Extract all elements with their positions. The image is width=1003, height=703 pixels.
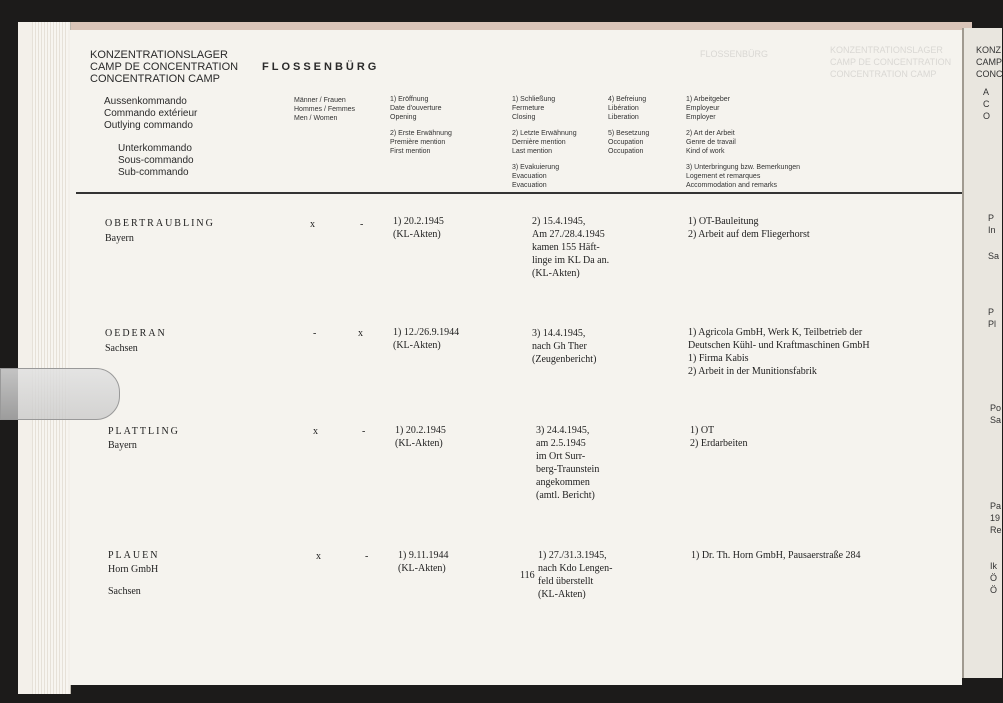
bleed-through-text: FLOSSENBÜRG: [700, 49, 769, 59]
opening-date: 1) 20.2.1945 (KL-Akten): [393, 216, 444, 240]
camp-region: Bayern: [108, 440, 137, 451]
camp-name: PLATTLING: [108, 426, 180, 437]
men-mark: x: [316, 551, 321, 562]
page-number: 116: [520, 570, 535, 581]
camp-region: Sachsen: [105, 343, 138, 354]
men-mark: -: [313, 328, 317, 339]
facing-page-text: P Pl: [988, 307, 997, 329]
camp-company: Horn GmbH: [108, 564, 159, 575]
work-info: 1) Agricola GmbH, Werk K, Teilbetrieb der Deutschen Kühl- und Kraftmaschinen GmbH 1) Firma Kabis 2) Arbeit in der Munitionsfabrik: [688, 327, 870, 377]
closing-info: 2) 15.4.1945, Am 27./28.4.1945 kamen 155 Häft- linge im KL Da an. (KL-Akten): [532, 216, 610, 279]
camp-name: OBERTRAUBLING: [105, 218, 215, 229]
first-mention-column-header: 2) Erste Erwähnung Première mention First mention: [390, 130, 452, 155]
men-mark: x: [313, 426, 318, 437]
women-mark: -: [362, 426, 366, 437]
bleed-through-text: KONZENTRATIONSLAGER CAMP DE CONCENTRATION CONCENTRATION CAMP: [830, 45, 952, 79]
opening-date: 1) 20.2.1945 (KL-Akten): [395, 425, 446, 449]
bookmark-strip: [0, 368, 120, 420]
work-info: 1) OT 2) Erdarbeiten: [690, 425, 748, 449]
facing-page-text: Po Sa: [990, 403, 1002, 425]
page-edges: [18, 22, 71, 694]
outlying-commando-label: Aussenkommando Commando extérieur Outlying commando: [104, 96, 198, 131]
liberation-column-header: 4) Befreiung Libération Liberation: [608, 96, 647, 121]
women-mark: x: [358, 328, 363, 339]
header-divider: [76, 192, 962, 194]
women-mark: -: [360, 219, 364, 230]
camp-region: Bayern: [105, 233, 134, 244]
camp-name: PLAUEN: [108, 550, 160, 561]
employer-column-header: 1) Arbeitgeber Employeur Employer: [686, 96, 730, 121]
sub-commando-label: Unterkommando Sous-commando Sub-commando: [118, 143, 194, 178]
opening-date: 1) 12./26.9.1944 (KL-Akten): [393, 327, 460, 351]
work-kind-column-header: 2) Art der Arbeit Genre de travail Kind of work: [686, 130, 736, 155]
men-mark: x: [310, 219, 315, 230]
occupation-column-header: 5) Besetzung Occupation Occupation: [608, 130, 650, 155]
page-title: FLOSSENBÜRG: [262, 61, 380, 73]
closing-info: 3) 24.4.1945, am 2.5.1945 im Ort Surr- berg-Traunstein angekommen (amtl. Bericht): [536, 425, 600, 501]
women-mark: -: [365, 551, 369, 562]
work-info: 1) Dr. Th. Horn GmbH, Pausaerstraße 284: [691, 550, 861, 561]
camp-label: KONZENTRATIONSLAGER CAMP DE CONCENTRATION CONCENTRATION CAMP: [90, 49, 239, 85]
facing-page-text: Sa: [988, 251, 1000, 261]
opening-date: 1) 9.11.1944 (KL-Akten): [398, 550, 449, 574]
gender-column-header: Männer / Frauen Hommes / Femmes Men / Women: [294, 97, 356, 122]
facing-page-text: Ik Ö Ö: [990, 561, 998, 595]
camp-name: OEDERAN: [105, 328, 167, 339]
facing-page-text: A C O: [983, 87, 991, 121]
book-spine: [22, 22, 972, 30]
facing-page-text: P In: [988, 213, 996, 235]
facing-page-text: Pa 19 Re: [990, 501, 1002, 535]
facing-page-text: KONZ CAMP CONC: [976, 45, 1003, 79]
closing-info: 1) 27./31.3.1945, nach Kdo Lengen- feld überstellt (KL-Akten): [538, 550, 613, 600]
accommodation-column-header: 3) Unterbringung bzw. Bemerkungen Logement et remarques Accommodation and remarks: [686, 164, 801, 189]
closing-info: 3) 14.4.1945, nach Gh Ther (Zeugenbericht): [532, 328, 597, 365]
opening-column-header: 1) Eröffnung Date d'ouverture Opening: [390, 96, 442, 121]
evacuation-column-header: 3) Evakuierung Evacuation Evacuation: [512, 164, 560, 189]
camp-region: Sachsen: [108, 586, 141, 597]
closing-column-header: 1) Schließung Fermeture Closing: [512, 96, 556, 121]
work-info: 1) OT-Bauleitung 2) Arbeit auf dem Fliegerhorst: [688, 216, 810, 240]
last-mention-column-header: 2) Letzte Erwähnung Dernière mention Last mention: [512, 130, 577, 155]
